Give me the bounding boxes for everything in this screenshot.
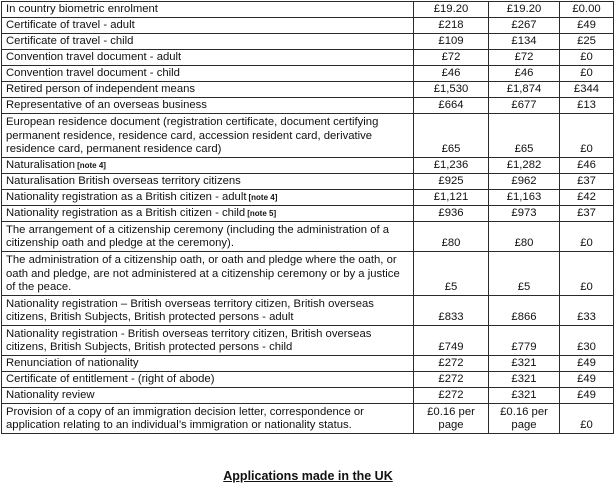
fee-change-cell: £42 bbox=[560, 190, 614, 206]
table-row bbox=[2, 82, 614, 98]
table-row bbox=[2, 66, 614, 82]
current-fee-cell: £833 bbox=[414, 296, 489, 326]
fee-description bbox=[2, 174, 414, 190]
table-row bbox=[2, 222, 614, 252]
fee-change-cell: £0 bbox=[560, 114, 614, 158]
current-fee-cell: £1,236 bbox=[414, 158, 489, 174]
fee-description bbox=[2, 114, 414, 158]
fee-description bbox=[2, 82, 414, 98]
proposed-fee-cell: £65 bbox=[489, 114, 560, 158]
current-fee-cell: £936 bbox=[414, 206, 489, 222]
fee-description bbox=[2, 356, 414, 372]
fee-change-cell: £0 bbox=[560, 404, 614, 434]
table-row bbox=[2, 2, 614, 18]
fee-change-cell: £49 bbox=[560, 372, 614, 388]
table-row bbox=[2, 296, 614, 326]
current-fee-cell: £19.20 bbox=[414, 2, 489, 18]
proposed-fee-cell: £973 bbox=[489, 206, 560, 222]
current-fee-cell: £1,530 bbox=[414, 82, 489, 98]
fee-description-text: Nationality registration – British overseas territory citizen, British overseas citizens, British Subjects, British protected persons - adult bbox=[6, 297, 374, 324]
fee-change-cell: £13 bbox=[560, 98, 614, 114]
fee-description bbox=[2, 404, 414, 434]
fee-description bbox=[2, 34, 414, 50]
proposed-fee-cell: £1,874 bbox=[489, 82, 560, 98]
fee-description-text: Provision of a copy of an immigration decision letter, correspondence or application relating to an individual’s immigration or nationality status. bbox=[6, 405, 364, 432]
proposed-fee-cell: £19.20 bbox=[489, 2, 560, 18]
table-row bbox=[2, 174, 614, 190]
proposed-fee-cell: £72 bbox=[489, 50, 560, 66]
current-fee-cell: £0.16 per page bbox=[414, 404, 489, 434]
proposed-fee-cell: £1,163 bbox=[489, 190, 560, 206]
fee-change-cell: £49 bbox=[560, 388, 614, 404]
fee-change-cell: £344 bbox=[560, 82, 614, 98]
proposed-fee-cell: £321 bbox=[489, 356, 560, 372]
proposed-fee-cell: £321 bbox=[489, 372, 560, 388]
fee-description bbox=[2, 190, 414, 206]
proposed-fee-cell: £866 bbox=[489, 296, 560, 326]
table-row bbox=[2, 98, 614, 114]
note-reference: [note 4] bbox=[77, 161, 106, 171]
table-row bbox=[2, 326, 614, 356]
fee-description bbox=[2, 206, 414, 222]
fee-description bbox=[2, 326, 414, 356]
section-footer-title: Applications made in the UK bbox=[223, 469, 393, 483]
current-fee-cell: £272 bbox=[414, 372, 489, 388]
fee-description-text: Naturalisation British overseas territory citizens bbox=[6, 175, 241, 188]
table-row bbox=[2, 356, 614, 372]
fee-description-text: European residence document (registration certificate, document certifying permanent residence, residence card, accession resident card, derivative residence card, permanent residence card) bbox=[6, 116, 379, 156]
fee-description bbox=[2, 222, 414, 252]
fee-change-cell: £0 bbox=[560, 222, 614, 252]
fee-description-text: In country biometric enrolment bbox=[6, 3, 158, 16]
fees-table-body bbox=[2, 2, 614, 434]
current-fee-cell: £749 bbox=[414, 326, 489, 356]
fee-change-cell: £49 bbox=[560, 356, 614, 372]
proposed-fee-cell: £46 bbox=[489, 66, 560, 82]
fee-change-cell: £0 bbox=[560, 66, 614, 82]
table-row bbox=[2, 34, 614, 50]
fee-description-text: Nationality review bbox=[6, 389, 95, 402]
table-row bbox=[2, 404, 614, 434]
fee-description bbox=[2, 2, 414, 18]
fee-change-cell: £37 bbox=[560, 174, 614, 190]
table-row bbox=[2, 158, 614, 174]
proposed-fee-cell: £779 bbox=[489, 326, 560, 356]
current-fee-cell: £272 bbox=[414, 388, 489, 404]
fee-description bbox=[2, 296, 414, 326]
fee-description-text: Certificate of entitlement - (right of abode) bbox=[6, 373, 215, 386]
fee-change-cell: £0.00 bbox=[560, 2, 614, 18]
fee-description-text: Nationality registration - British overseas territory citizen, British overseas citizens, British Subjects, British protected persons - child bbox=[6, 327, 372, 354]
current-fee-cell: £5 bbox=[414, 252, 489, 296]
current-fee-cell: £72 bbox=[414, 50, 489, 66]
proposed-fee-cell: £677 bbox=[489, 98, 560, 114]
table-row bbox=[2, 114, 614, 158]
current-fee-cell: £272 bbox=[414, 356, 489, 372]
fee-description bbox=[2, 388, 414, 404]
current-fee-cell: £109 bbox=[414, 34, 489, 50]
fee-change-cell: £49 bbox=[560, 18, 614, 34]
fee-description-text: Nationality registration as a British citizen - adult bbox=[6, 191, 247, 204]
note-reference: [note 5] bbox=[247, 209, 277, 219]
table-row bbox=[2, 388, 614, 404]
table-row bbox=[2, 252, 614, 296]
current-fee-cell: £664 bbox=[414, 98, 489, 114]
fee-description bbox=[2, 372, 414, 388]
proposed-fee-cell: £321 bbox=[489, 388, 560, 404]
fee-description-text: Representative of an overseas business bbox=[6, 99, 207, 112]
current-fee-cell: £46 bbox=[414, 66, 489, 82]
fee-change-cell: £33 bbox=[560, 296, 614, 326]
fee-description-text: Retired person of independent means bbox=[6, 83, 196, 96]
fee-change-cell: £30 bbox=[560, 326, 614, 356]
fee-description bbox=[2, 98, 414, 114]
fees-table bbox=[1, 1, 614, 434]
proposed-fee-cell: £0.16 per page bbox=[489, 404, 560, 434]
fee-description-text: Convention travel document - child bbox=[6, 67, 180, 80]
current-fee-cell: £218 bbox=[414, 18, 489, 34]
table-row bbox=[2, 206, 614, 222]
proposed-fee-cell: £962 bbox=[489, 174, 560, 190]
current-fee-cell: £80 bbox=[414, 222, 489, 252]
fee-description-text: The arrangement of a citizenship ceremony (including the administration of a citizenship oath and pledge at the ceremony). bbox=[6, 223, 390, 250]
fee-change-cell: £0 bbox=[560, 252, 614, 296]
fee-description-text: Nationality registration as a British citizen - child bbox=[6, 207, 246, 220]
proposed-fee-cell: £134 bbox=[489, 34, 560, 50]
current-fee-cell: £1,121 bbox=[414, 190, 489, 206]
fee-description-text: Naturalisation bbox=[6, 159, 76, 172]
fee-description-text: The administration of a citizenship oath, or oath and pledge where the oath, or oath and pledge, are not administered at a citizenship ceremony or by a justice of the peace. bbox=[6, 254, 400, 294]
current-fee-cell: £65 bbox=[414, 114, 489, 158]
proposed-fee-cell: £1,282 bbox=[489, 158, 560, 174]
fee-description-text: Renunciation of nationality bbox=[6, 357, 139, 370]
fee-description bbox=[2, 158, 414, 174]
fee-change-cell: £46 bbox=[560, 158, 614, 174]
fee-description-text: Certificate of travel - adult bbox=[6, 19, 135, 32]
table-row bbox=[2, 50, 614, 66]
table-row bbox=[2, 190, 614, 206]
fee-change-cell: £25 bbox=[560, 34, 614, 50]
fee-description bbox=[2, 66, 414, 82]
current-fee-cell: £925 bbox=[414, 174, 489, 190]
fee-change-cell: £0 bbox=[560, 50, 614, 66]
table-row bbox=[2, 372, 614, 388]
proposed-fee-cell: £267 bbox=[489, 18, 560, 34]
proposed-fee-cell: £5 bbox=[489, 252, 560, 296]
fee-description-text: Convention travel document - adult bbox=[6, 51, 182, 64]
table-row bbox=[2, 18, 614, 34]
fee-change-cell: £37 bbox=[560, 206, 614, 222]
fee-description bbox=[2, 50, 414, 66]
note-reference: [note 4] bbox=[248, 193, 278, 203]
fee-description bbox=[2, 252, 414, 296]
fee-description-text: Certificate of travel - child bbox=[6, 35, 134, 48]
fee-description bbox=[2, 18, 414, 34]
proposed-fee-cell: £80 bbox=[489, 222, 560, 252]
